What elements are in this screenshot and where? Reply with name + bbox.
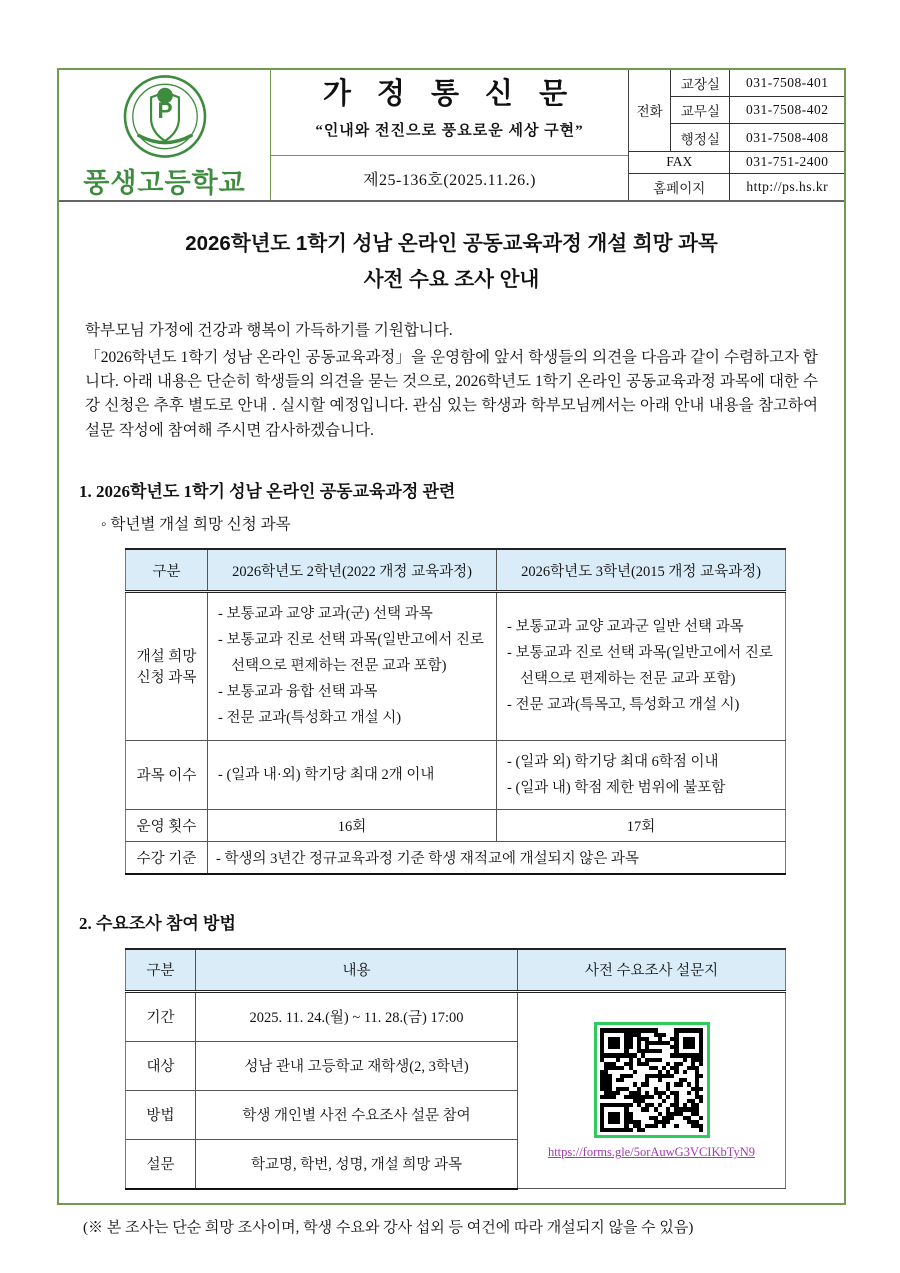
column-header: 내용	[196, 949, 518, 992]
fax-number: 031-751-2400	[730, 151, 844, 173]
survey-fields: 학교명, 학번, 성명, 개설 희망 과목	[196, 1139, 518, 1189]
list-item: - (일과 외) 학기당 최대 6학점 이내	[507, 753, 719, 770]
column-header: 사전 수요조사 설문지	[518, 949, 786, 992]
list-item: - 보통교과 진로 선택 과목(일반고에서 진로 선택으로 편제하는 전문 교과 포함)	[507, 645, 773, 688]
grade2-subjects	[208, 592, 497, 740]
disclaimer-note: (※ 본 조사는 단순 희망 조사이며, 학생 수요와 강사 섭외 등 여건에 따라 개설되지 않을 수 있음)	[83, 1219, 694, 1236]
survey-table	[125, 948, 786, 1190]
survey-method: 학생 개인별 사전 수요조사 설문 참여	[196, 1090, 518, 1139]
fax-label: FAX	[629, 151, 730, 173]
qr-frame	[594, 1022, 710, 1138]
row-label: 대상	[126, 1041, 196, 1090]
header-title-block	[271, 70, 628, 156]
enrollment-criteria: - 학생의 3년간 정규교육과정 기준 학생 재적교에 개설되지 않은 과목	[208, 841, 786, 874]
column-header: 구분	[126, 549, 208, 592]
row-label-line: 개설 희망	[136, 649, 197, 666]
school-identity	[59, 70, 271, 200]
table-row	[126, 592, 786, 740]
phone-number: 031-7508-408	[730, 124, 844, 151]
row-label: 운영 횟수	[126, 809, 208, 841]
row-label-line: 신청 과목	[136, 670, 197, 687]
svg-text:P: P	[156, 98, 173, 124]
grade3-completion	[497, 740, 786, 809]
section1-heading: 1. 2026학년도 1학기 성남 온라인 공동교육과정 관련	[79, 482, 456, 502]
newsletter-title: 가 정 통 신 문	[322, 78, 577, 110]
column-header: 2026학년도 3학년(2015 개정 교육과정)	[497, 549, 786, 592]
column-header: 구분	[126, 949, 196, 992]
phone-room-label: 교장실	[671, 70, 730, 97]
row-label	[126, 592, 208, 740]
grade3-subjects	[497, 592, 786, 740]
qr-code	[600, 1028, 704, 1132]
header-center	[271, 70, 629, 200]
survey-target: 성남 관내 고등학교 재학생(2, 3학년)	[196, 1041, 518, 1090]
list-item: - 보통교과 교양 교과군 일반 선택 과목	[507, 619, 744, 636]
homepage-label: 홈페이지	[629, 173, 730, 200]
list-item: - 전문 교과(특성화고 개설 시)	[218, 710, 402, 727]
list-item: - (일과 내) 학점 제한 범위에 불포함	[507, 779, 726, 796]
document-number: 제25-136호(2025.11.26.)	[363, 171, 536, 189]
grade3-sessions: 17회	[497, 809, 786, 841]
phone-room-label: 교무실	[671, 97, 730, 124]
phone-label: 전화	[629, 70, 671, 151]
page-frame	[57, 68, 846, 1236]
course-table	[125, 548, 786, 875]
row-label: 과목 이수	[126, 740, 208, 809]
intro-paragraph: 「2026학년도 1학기 성남 온라인 공동교육과정」을 운영함에 앞서 학생들의 의견을 다음과 같이 수렴하고자 합니다. 아래 내용은 단순히 학생들의 의견을 묻는 것으로, 2026학년도 1학기 온라인 공동교육과정 과목에 대한 수강 신청은 추후 별도로 안내 . 실시할 예정입니다. 관심 있는 학생과 학부모님께서는 아래 안내 내용을 참고하여 설문 작성에 참여해 주시면 감사하겠습니다.	[85, 348, 818, 439]
school-logo-icon	[118, 73, 212, 160]
list-item: - 전문 교과(특목고, 특성화고 개설 시)	[507, 697, 740, 714]
contact-info	[629, 70, 844, 200]
table-row	[629, 151, 844, 173]
row-label: 기간	[126, 991, 196, 1041]
school-name: 풍생고등학교	[83, 168, 246, 198]
list-item: - 보통교과 진로 선택 과목(일반고에서 진로 선택으로 편제하는 전문 교과 포함)	[218, 632, 484, 675]
table-row	[126, 841, 786, 874]
table-row	[126, 809, 786, 841]
row-label: 방법	[126, 1090, 196, 1139]
row-label: 설문	[126, 1139, 196, 1189]
phone-number: 031-7508-401	[730, 70, 844, 97]
list-item: - 보통교과 융합 선택 과목	[218, 684, 378, 701]
page-title	[59, 226, 844, 298]
column-header: 2026학년도 2학년(2022 개정 교육과정)	[208, 549, 497, 592]
school-motto: “인내와 전진으로 풍요로운 세상 구현”	[315, 122, 584, 139]
homepage-url: http://ps.hs.kr	[730, 173, 844, 200]
table-row	[629, 70, 844, 97]
contact-table	[629, 70, 844, 200]
page-title-line2: 사전 수요 조사 안내	[363, 267, 540, 291]
table-header-row	[126, 949, 786, 992]
grade2-completion	[208, 740, 497, 809]
table-row	[629, 173, 844, 200]
table-header-row	[126, 549, 786, 592]
survey-period: 2025. 11. 24.(월) ~ 11. 28.(금) 17:00	[196, 991, 518, 1041]
newsletter-header	[59, 70, 844, 202]
survey-access	[518, 991, 786, 1189]
survey-form-link[interactable]: https://forms.gle/5orAuwG3VCIKbTyN9	[547, 1145, 756, 1160]
page-title-line1: 2026학년도 1학기 성남 온라인 공동교육과정 개설 희망 과목	[185, 232, 718, 255]
phone-room-label: 행정실	[671, 124, 730, 151]
section1-bullet: ◦ 학년별 개설 희망 신청 과목	[101, 516, 291, 534]
table-row	[126, 740, 786, 809]
table-row	[126, 991, 786, 1041]
greeting-text: 학부모님 가정에 건강과 행복이 가득하기를 기원합니다.	[85, 321, 453, 339]
list-item: - (일과 내·외) 학기당 최대 2개 이내	[218, 766, 435, 783]
phone-number: 031-7508-402	[730, 97, 844, 124]
grade2-sessions: 16회	[208, 809, 497, 841]
section2-heading: 2. 수요조사 참여 방법	[79, 913, 236, 933]
row-label: 수강 기준	[126, 841, 208, 874]
list-item: - 보통교과 교양 교과(군) 선택 과목	[218, 606, 433, 623]
